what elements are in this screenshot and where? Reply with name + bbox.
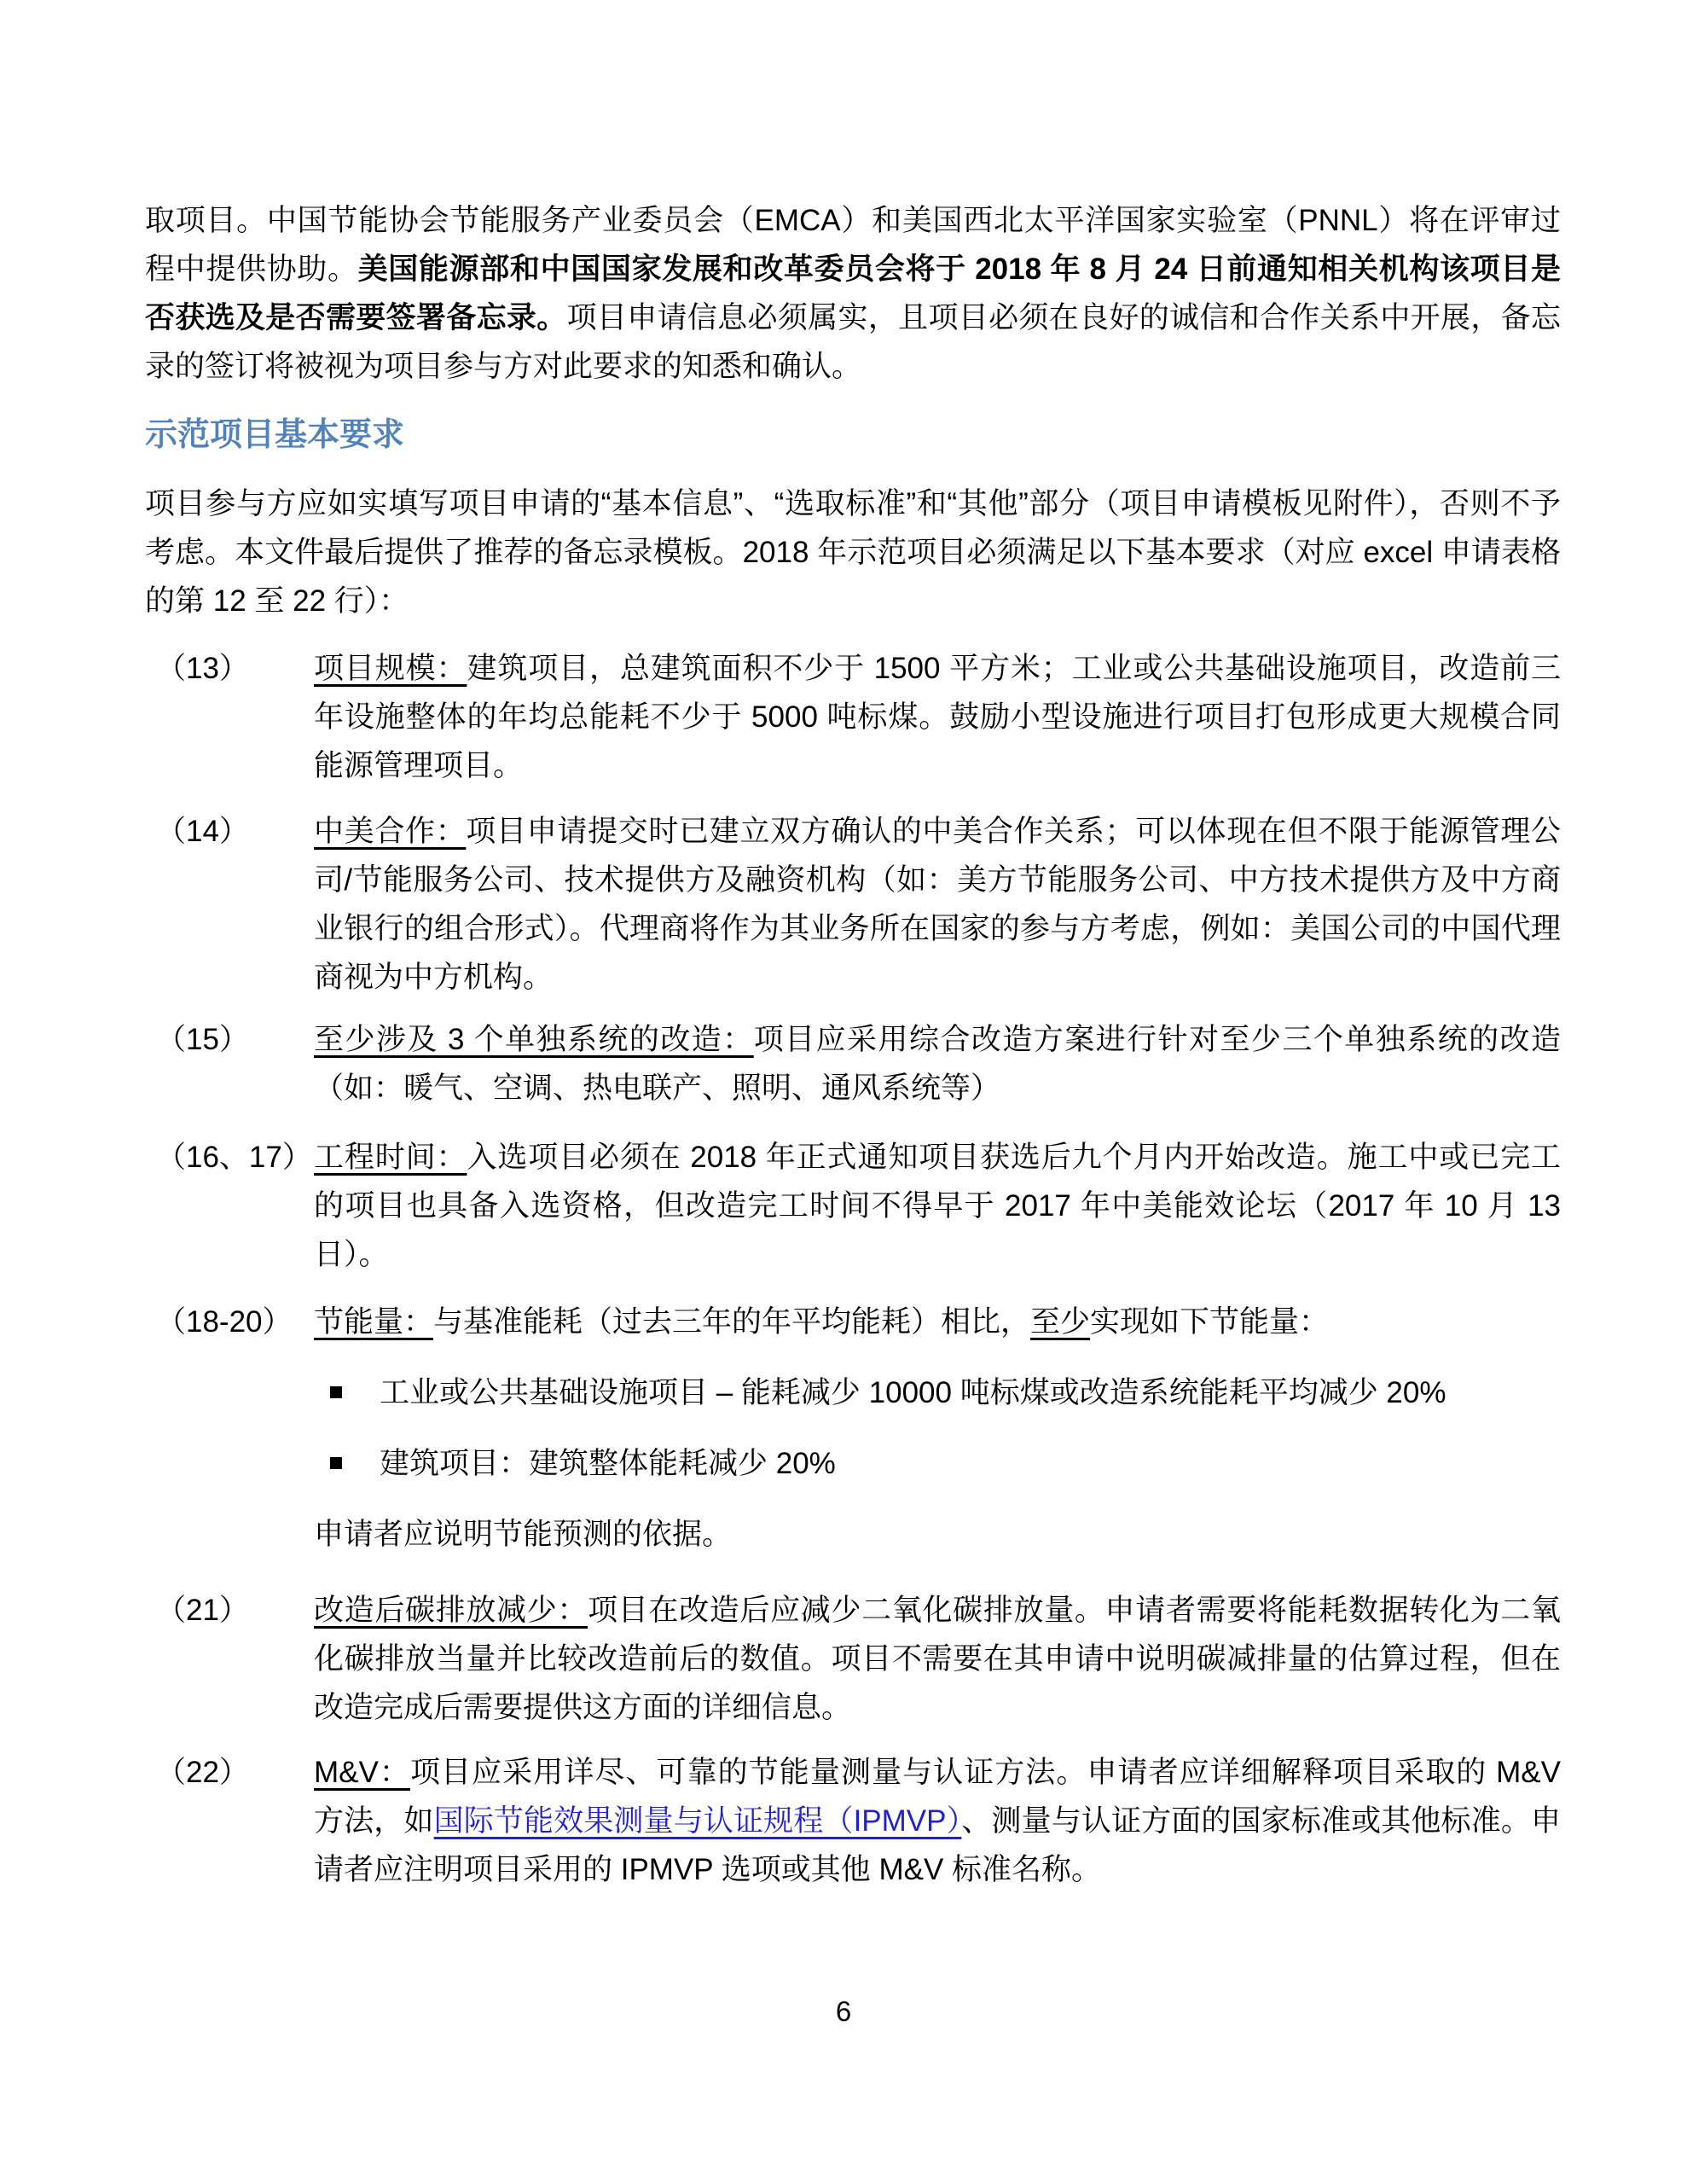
item-lead: M&V： [314,1756,410,1789]
item-body-text: 项目申请提交时已建立双方确认的中美合作关系；可以体现在但不限于能源管理公司/节能服务公司、技术提供方及融资机构（如：美方节能服务公司、中方技术提供方及中方商业银行的组合形式）。代理商将作为其业务所在国家的参与方考虑，例如：美国公司的中国代理商视为中方机构。 [314,815,1561,994]
intro-paragraph [145,196,1561,391]
item-body-pre: 与基准能耗（过去三年的年平均能耗）相比， [433,1305,1031,1339]
requirement-item-22 [145,1748,1561,1894]
page-number: 6 [835,1995,852,2027]
item-lead: 工程时间： [314,1141,467,1174]
item-lead: 至少涉及 3 个单独系统的改造： [314,1023,754,1056]
item-text [314,1298,1561,1559]
bullet-text: 工业或公共基础设施项目 – 能耗减少 10000 吨标煤或改造系统能耗平均减少 20% [380,1376,1446,1409]
item-lead: 中美合作： [314,815,467,848]
bullet-item [330,1368,1561,1417]
document-content [145,196,1561,1894]
ipmvp-link[interactable]: 国际节能效果测量与认证规程（IPMVP） [433,1804,962,1838]
item-text [314,1748,1561,1894]
item-lead: 项目规模： [314,652,467,685]
item-number: （15） [156,1023,249,1056]
requirement-item-15 [145,1015,1561,1112]
item-text [314,807,1561,1002]
square-bullet-icon [330,1457,342,1469]
item-number: （21） [156,1594,249,1627]
item-number: （14） [156,815,249,848]
item-body-text: 项目在改造后应减少二氧化碳排放量。申请者需要将能耗数据转化为二氧化碳排放当量并比较改造前后的数值。项目不需要在其申请中说明碳减排量的估算过程，但在改造完成后需要提供这方面的详细信息。 [314,1594,1561,1724]
item-lead-line [314,1298,1561,1346]
item-number: （22） [156,1756,249,1789]
item-lead: 改造后碳排放减少： [314,1594,588,1627]
item-body-text: 入选项目必须在 2018 年正式通知项目获选后九个月内开始改造。施工中或已完工的项目也具备入选资格，但改造完工时间不得早于 2017 年中美能效论坛（2017 年 10 月 13 日）。 [314,1141,1561,1271]
item-lead: 节能量： [314,1305,434,1339]
item-body-post: 实现如下节能量： [1090,1305,1330,1339]
requirement-item-13 [145,644,1561,790]
item-body-text: 建筑项目，总建筑面积不少于 1500 平方米；工业或公共基础设施项目，改造前三年设施整体的年均总能耗不少于 5000 吨标煤。鼓励小型设施进行项目打包形成更大规模合同能源管理项目。 [314,652,1561,782]
item-body-pre: 项目应采用详尽、可靠的节能量测量与认证方法。申请者应详细解释项目采取的 M&V 方法，如 [314,1756,1561,1838]
requirement-item-14 [145,807,1561,1002]
intro-text-bold: 美国能源部和中国国家发展和改革委员会将于 2018 年 8 月 24 日前通知相关机构该项目是否获选及是否需要签署备忘录。 [145,253,1561,334]
item-body-post: 、测量与认证方面的国家标准或其他标准。申请者应注明项目采用的 IPMVP 选项或其他 M&V 标准名称。 [314,1804,1561,1886]
section-intro-paragraph: 项目参与方应如实填写项目申请的“基本信息”、“选取标准”和“其他”部分（项目申请模板见附件），否则不予考虑。本文件最后提供了推荐的备忘录模板。2018 年示范项目必须满足以下基本要求（对应 excel 申请表格的第 12 至 22 行）： [145,487,1561,618]
item-text [314,1133,1561,1279]
item-note: 申请者应说明节能预测的依据。 [314,1518,733,1551]
requirement-item-16-17 [145,1133,1561,1279]
requirement-item-21 [145,1586,1561,1732]
requirement-item-18-20 [145,1298,1561,1559]
square-bullet-icon [330,1386,342,1398]
item-number: （13） [156,652,249,685]
item-number: （18-20） [156,1305,293,1339]
item-text [314,644,1561,790]
bullet-item [330,1439,1561,1488]
item-number: （16、17） [156,1141,312,1174]
item-text [314,1015,1561,1112]
item-body-underlined: 至少 [1030,1305,1091,1339]
intro-text-2: 项目申请信息必须属实，且项目必须在良好的诚信和合作关系中开展，备忘录的签订将被视为项目参与方对此要求的知悉和确认。 [145,301,1561,383]
bullet-text: 建筑项目：建筑整体能耗减少 20% [380,1447,836,1480]
intro-text-1: 取项目。中国节能协会节能服务产业委员会（EMCA）和美国西北太平洋国家实验室（PNNL）将在评审过程中提供协助。 [145,204,1561,286]
item-body-text: 项目应采用综合改造方案进行针对至少三个单独系统的改造（如：暖气、空调、热电联产、照明、通风系统等） [314,1023,1561,1105]
section-heading: 示范项目基本要求 [145,417,405,453]
item-text [314,1586,1561,1732]
